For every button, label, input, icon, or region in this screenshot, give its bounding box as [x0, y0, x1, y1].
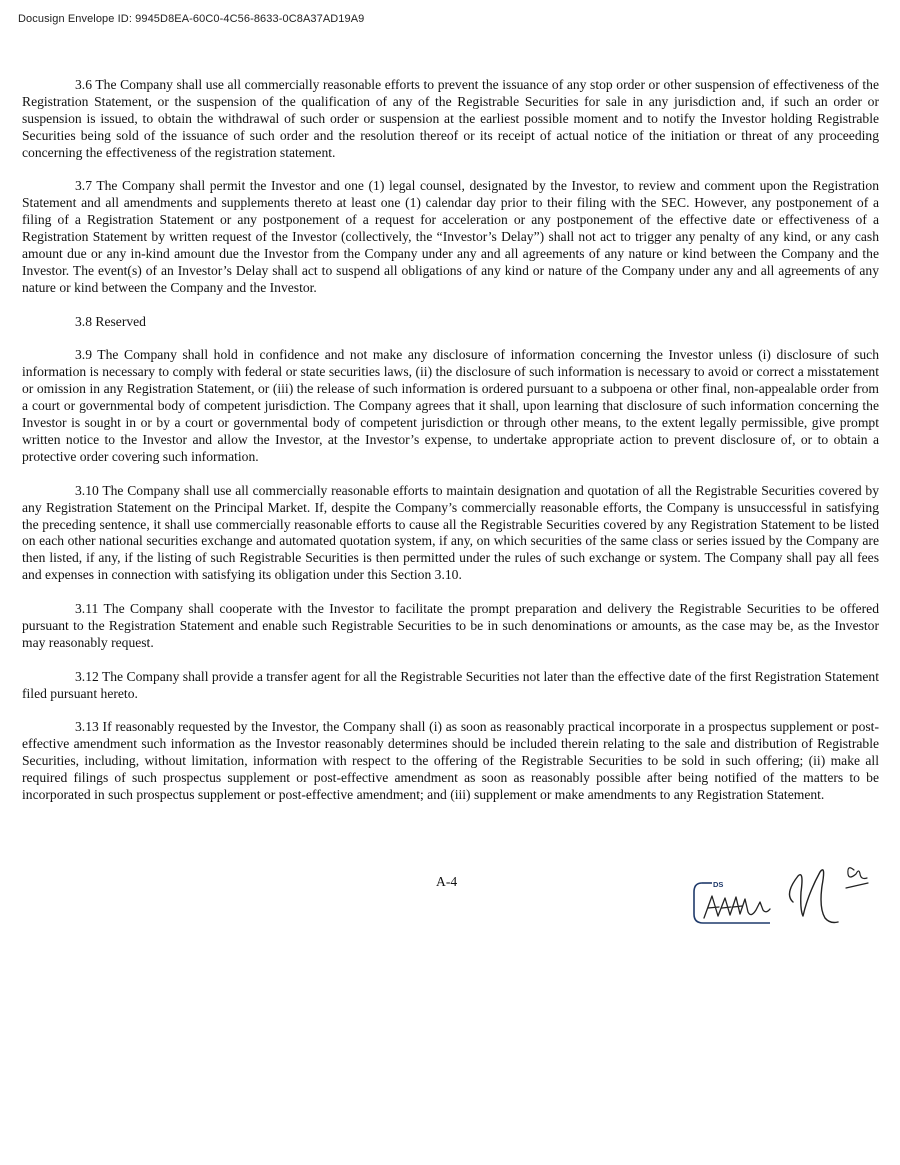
initials-scribble-1: [704, 896, 770, 918]
section-3-7: 3.7 The Company shall permit the Investor and one (1) legal counsel, designated by the Investor, to review and comment upon the Registration Statement and all amendments and supplements thereto at least one (1) calendar day prior to their filing with the SEC. However, any postponement of a filing of a Registration Statement or any postponement of a request for acceleration or any postponement of the effective date or effectiveness of a Registration Statement by written request of the Investor (collectively, the “Investor’s Delay”) shall not act to trigger any penalty of any kind, or any cash amount due or any in-kind amount due the Investor from the Company under any and all agreements of any nature or kind between the Company and the Investor. The event(s) of an Investor’s Delay shall act to suspend all obligations of any kind or nature of the Company under any and all agreements of any nature or kind between the Company and the Investor.: [22, 178, 879, 295]
initials-underline: [846, 883, 868, 888]
section-3-6: 3.6 The Company shall use all commercially reasonable efforts to prevent the issuance of any stop order or other suspension of effectiveness of the Registration Statement, or the suspension of the qualification of any of the Registrable Securities for sale in any jurisdiction and, if such an order or suspension is issued, to obtain the withdrawal of such order or suspension at the earliest possible moment and to notify the Investor holding Registrable Securities being sold of the issuance of such order and the resolution thereof or its receipt of actual notice of the initiation or threat of any proceeding concerning the effectiveness of the registration statement.: [22, 77, 879, 160]
initials-scribble-2: [789, 870, 838, 923]
section-3-11: 3.11 The Company shall cooperate with the Investor to facilitate the prompt preparation and delivery the Registrable Securities to be offered pursuant to the Registration Statement and enable such Registrable Securities to be in such denominations or amounts, as the case may be, as the Investor may reasonably request.: [22, 601, 879, 650]
section-3-9: 3.9 The Company shall hold in confidence and not make any disclosure of information concerning the Investor unless (i) disclosure of such information is necessary to comply with federal or state securities laws, (ii) the disclosure of such information is necessary to avoid or correct a misstatement or omission in any Registration Statement, or (iii) the release of such information is ordered pursuant to a subpoena or other final, non-appealable order from a court or governmental body of competent jurisdiction. The Company agrees that it shall, upon learning that disclosure of such information concerning the Investor is sought in or by a court or governmental body of competent jurisdiction or through other means, to the extent legally permissible, give prompt written notice to the Investor and allow the Investor, at the Investor’s expense, to undertake appropriate action to prevent disclosure of, or to obtain a protective order covering such information.: [22, 347, 879, 464]
initials-signature: [688, 852, 878, 932]
envelope-id: Docusign Envelope ID: 9945D8EA-60C0-4C56-8633-0C8A37AD19A9: [18, 13, 365, 25]
page-number: A-4: [436, 874, 458, 889]
section-3-13: 3.13 If reasonably requested by the Investor, the Company shall (i) as soon as reasonably practical incorporate in a prospectus supplement or post-effective amendment such information as the Investor reasonably determines should be included therein relating to the sale and distribution of Registrable Securities, including, without limitation, information with respect to the offering of the Registrable Securities to be sold in such offering; (ii) make all required filings of such prospectus supplement or post-effective amendment as soon as reasonably possible after being notified of the matters to be incorporated in such prospectus supplement or post-effective amendment; and (iii) supplement or make amendments to any Registration Statement.: [22, 719, 879, 802]
document-body: [22, 77, 879, 821]
section-3-10: 3.10 The Company shall use all commercially reasonable efforts to maintain designation and quotation of all the Registrable Securities covered by any Registration Statement on the Principal Market. If, despite the Company’s commercially reasonable efforts, the Company is unsuccessful in satisfying the preceding sentence, it shall use commercially reasonable efforts to cause all the Registrable Securities covered by any Registration Statement to be listed on each other national securities exchange and automated quotation system, if any, on which securities of the same class or series issued by the Company are then listed, if any, if the listing of such Registrable Securities is then permitted under the rules of such exchange or system. The Company shall pay all fees and expenses in connection with satisfying its obligation under this Section 3.10.: [22, 482, 879, 583]
section-3-12: 3.12 The Company shall provide a transfer agent for all the Registrable Securities not later than the effective date of the first Registration Statement filed pursuant hereto.: [22, 668, 879, 701]
initials-box-label: DS: [713, 880, 724, 889]
section-3-8: 3.8 Reserved: [75, 313, 146, 329]
initials-box-bracket: [694, 883, 770, 923]
initials-scribble-3: [848, 868, 867, 879]
